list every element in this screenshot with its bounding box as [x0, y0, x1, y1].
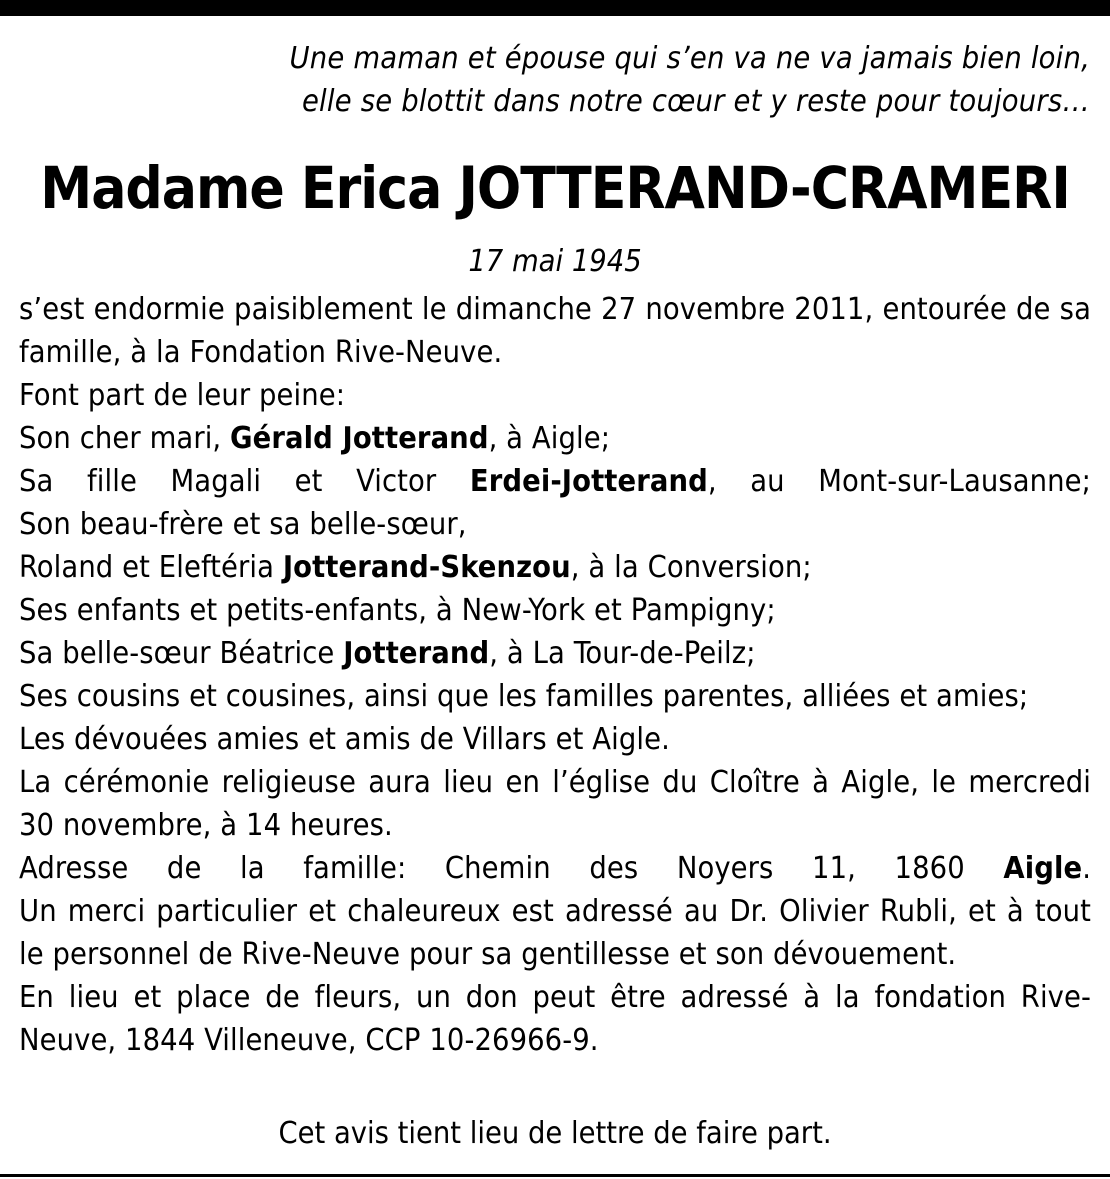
sister-in-law-name: Jotterand — [343, 636, 490, 671]
husband-prefix: Son cher mari, — [19, 421, 231, 456]
daughter-name: Erdei-Jotterand — [469, 464, 708, 499]
husband-suffix: , à Aigle; — [488, 421, 611, 456]
birth-date: 17 mai 1945 — [468, 244, 642, 279]
friends-line: Les dévouées amies et amis de Villars et Aigle. — [19, 722, 670, 757]
in-laws-prefix: Roland et Eleftéria — [19, 550, 283, 585]
death-notice: s’est endormie paisiblement le dimanche 27 novembre 2011, entourée de sa famille, à la Fondation Rive-Neuve. — [19, 292, 1091, 370]
sister-in-law-suffix: , à La Tour-de-Peilz; — [489, 636, 756, 671]
quote-line-2: elle se blottit dans notre cœur et y reste pour toujours… — [301, 84, 1090, 119]
daughter-line — [19, 460, 1091, 503]
in-laws-intro: Son beau-frère et sa belle-sœur, — [19, 507, 467, 542]
obituary-body — [19, 288, 1091, 1062]
cousins-line: Ses cousins et cousines, ainsi que les familles parentes, alliées et amies; — [19, 679, 1029, 714]
daughter-prefix: Sa fille Magali et Victor — [19, 464, 470, 499]
husband-name: Gérald Jotterand — [230, 421, 489, 456]
thanks-line: Un merci particulier et chaleureux est adressé au Dr. Olivier Rubli, et à tout le personnel de Rive-Neuve pour sa gentillesse et son dévouement. — [19, 894, 1091, 972]
sister-in-law-prefix: Sa belle-sœur Béatrice — [19, 636, 344, 671]
quote-line-1: Une maman et épouse qui s’en va ne va jamais bien loin, — [289, 41, 1090, 76]
daughter-suffix: , au Mont-sur-Lausanne; — [707, 464, 1091, 499]
in-laws-line — [19, 546, 1091, 589]
epigraph-quote — [10, 37, 1090, 123]
bottom-border — [0, 1174, 1110, 1177]
announcement: Font part de leur peine: — [19, 378, 346, 413]
sister-in-law-line — [19, 632, 1091, 675]
grandchildren-line: Ses enfants et petits-enfants, à New-York et Pampigny; — [19, 593, 776, 628]
address-line — [19, 847, 1091, 890]
in-laws-suffix: , à la Conversion; — [570, 550, 812, 585]
husband-line — [19, 417, 1091, 460]
ceremony-line: La cérémonie religieuse aura lieu en l’église du Cloître à Aigle, le mercredi 30 novembre, à 14 heures. — [19, 765, 1091, 843]
donation-line: En lieu et place de fleurs, un don peut être adressé à la fondation Rive-Neuve, 1844 Villeneuve, CCP 10-26966-9. — [19, 980, 1091, 1058]
address-city: Aigle — [1003, 851, 1083, 886]
top-border — [0, 0, 1110, 16]
address-prefix: Adresse de la famille: Chemin des Noyers 11, 1860 — [19, 851, 1004, 886]
deceased-name-title: Madame Erica JOTTERAND-CRAMERI — [40, 154, 1070, 222]
address-suffix: . — [1082, 851, 1091, 886]
closing-note: Cet avis tient lieu de lettre de faire part. — [278, 1116, 832, 1151]
in-laws-name: Jotterand-Skenzou — [282, 550, 571, 585]
